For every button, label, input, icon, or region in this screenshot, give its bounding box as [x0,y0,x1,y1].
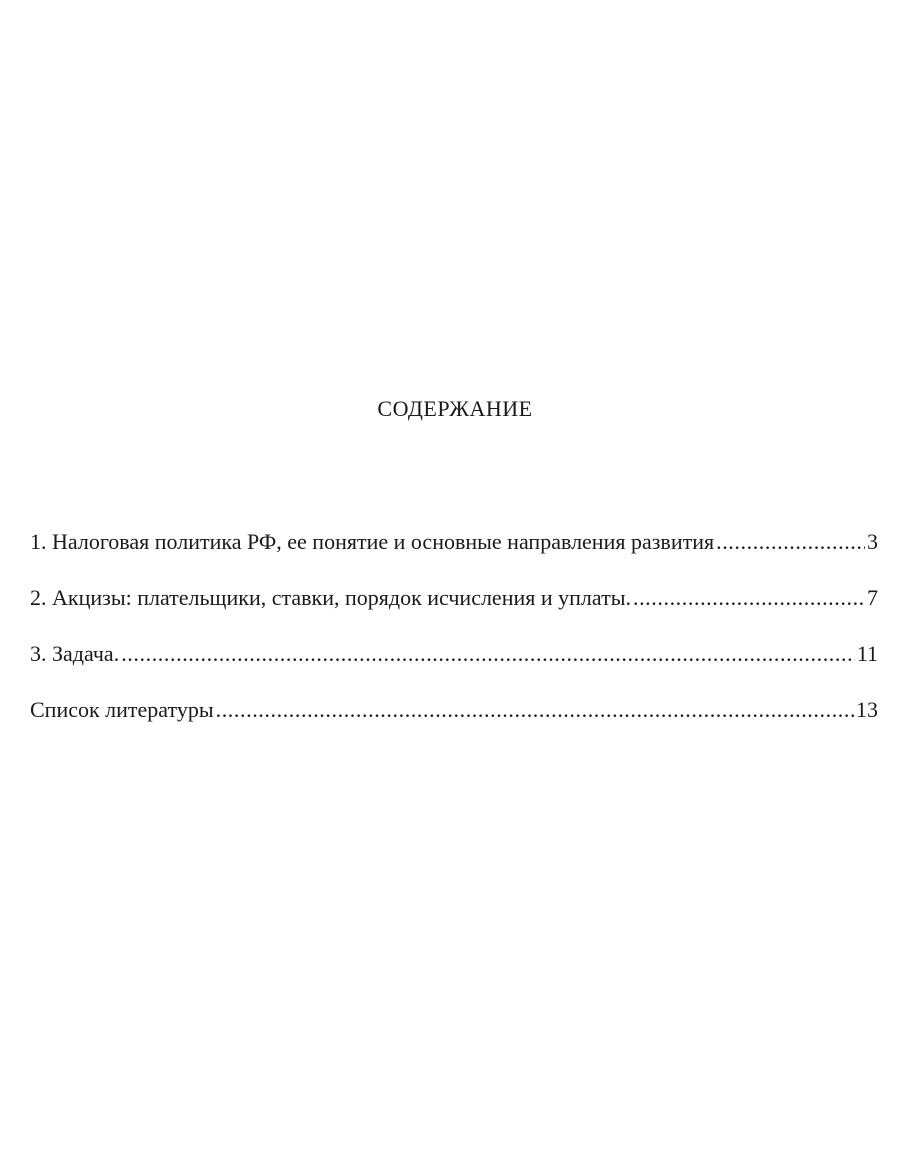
toc-entry [30,639,878,695]
toc-leader-dots [633,583,865,613]
toc-entry [30,695,878,751]
toc-entry [30,527,878,583]
toc-entry-page: 3 [867,529,878,554]
toc-leader-dots [216,695,854,725]
table-of-contents [30,527,878,751]
toc-entry-text: 1. Налоговая политика РФ, ее понятие и основные направления развития [30,529,715,554]
toc-entry-text: Список литературы [30,697,214,722]
toc-entry [30,583,878,639]
page-title: СОДЕРЖАНИЕ [377,396,533,421]
toc-leader-dots [121,639,855,669]
toc-entry-page: 13 [856,697,878,722]
toc-entry-text: 3. Задача. [30,641,120,666]
toc-entry-page: 7 [867,585,878,610]
toc-entry-text: 2. Акцизы: плательщики, ставки, порядок исчисления и уплаты. [30,585,631,610]
toc-leader-dots [716,527,865,557]
toc-entry-page: 11 [856,641,878,666]
